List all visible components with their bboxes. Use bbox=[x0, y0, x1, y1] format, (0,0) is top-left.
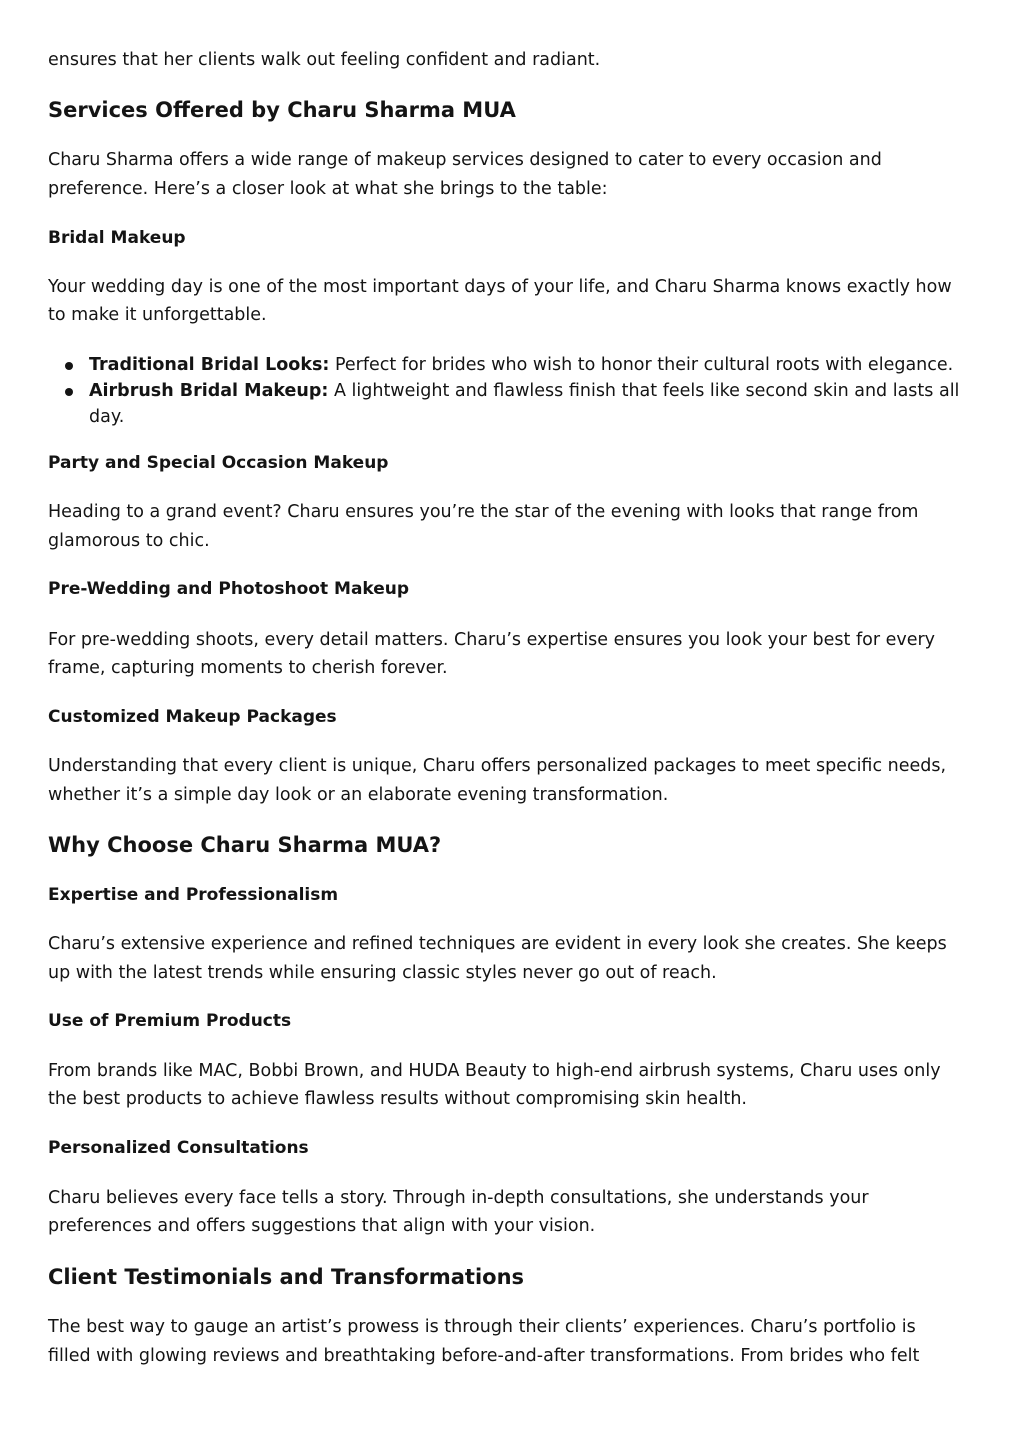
bullet-label: Traditional Bridal Looks: bbox=[89, 355, 330, 375]
bullet-text-continued: day. bbox=[89, 407, 125, 427]
party-text-line-1: Heading to a grand event? Charu ensures you’re the star of the evening with looks that range from bbox=[48, 502, 919, 522]
bullet-text: A lightweight and flawless finish that feels like second skin and lasts all bbox=[333, 381, 960, 401]
party-text-line-2: glamorous to chic. bbox=[48, 531, 210, 551]
consultations-text-line-1: Charu believes every face tells a story. Through in-depth consultations, she understands your bbox=[48, 1188, 869, 1208]
testimonials-heading: Client Testimonials and Transformations bbox=[48, 1265, 525, 1289]
packages-text-line-2: whether it’s a simple day look or an elaborate evening transformation. bbox=[48, 785, 669, 805]
bullet-dot-icon bbox=[65, 362, 73, 370]
services-intro-line-2: preference. Here’s a closer look at what she brings to the table: bbox=[48, 179, 608, 199]
prewedding-text-line-1: For pre-wedding shoots, every detail matters. Charu’s expertise ensures you look your best for every bbox=[48, 630, 936, 650]
intro-tail-text: ensures that her clients walk out feeling confident and radiant. bbox=[48, 50, 601, 70]
services-intro-line-1: Charu Sharma offers a wide range of makeup services designed to cater to every occasion and bbox=[48, 150, 882, 170]
prewedding-text-line-2: frame, capturing moments to cherish forever. bbox=[48, 658, 448, 678]
why-heading: Why Choose Charu Sharma MUA? bbox=[48, 833, 442, 857]
bullet-airbrush-bridal-continued bbox=[48, 404, 124, 430]
party-heading: Party and Special Occasion Makeup bbox=[48, 453, 389, 473]
bridal-text-line-2: to make it unforgettable. bbox=[48, 305, 267, 325]
consultations-text-line-2: preferences and offers suggestions that align with your vision. bbox=[48, 1216, 596, 1236]
testimonials-text-line-2: filled with glowing reviews and breathtaking before-and-after transformations. From brides who felt bbox=[48, 1346, 920, 1366]
prewedding-heading: Pre-Wedding and Photoshoot Makeup bbox=[48, 579, 410, 599]
packages-text-line-1: Understanding that every client is unique, Charu offers personalized packages to meet specific needs, bbox=[48, 756, 947, 776]
packages-heading: Customized Makeup Packages bbox=[48, 707, 337, 727]
expertise-text-line-2: up with the latest trends while ensuring classic styles never go out of reach. bbox=[48, 963, 717, 983]
bridal-heading: Bridal Makeup bbox=[48, 228, 186, 248]
bullet-airbrush-bridal bbox=[48, 378, 959, 404]
bullet-dot-icon bbox=[65, 388, 73, 396]
expertise-text-line-1: Charu’s extensive experience and refined techniques are evident in every look she creates. She keeps bbox=[48, 934, 947, 954]
products-text-line-1: From brands like MAC, Bobbi Brown, and HUDA Beauty to high-end airbrush systems, Charu uses only bbox=[48, 1061, 941, 1081]
bridal-text-line-1: Your wedding day is one of the most important days of your life, and Charu Sharma knows exactly how bbox=[48, 277, 952, 297]
testimonials-text-line-1: The best way to gauge an artist’s prowess is through their clients’ experiences. Charu’s portfolio is bbox=[48, 1317, 916, 1337]
expertise-heading: Expertise and Professionalism bbox=[48, 885, 339, 905]
products-heading: Use of Premium Products bbox=[48, 1011, 292, 1031]
bullet-traditional-bridal bbox=[48, 352, 953, 378]
products-text-line-2: the best products to achieve flawless results without compromising skin health. bbox=[48, 1089, 747, 1109]
bullet-text: Perfect for brides who wish to honor their cultural roots with elegance. bbox=[334, 355, 954, 375]
services-heading: Services Offered by Charu Sharma MUA bbox=[48, 98, 516, 122]
consultations-heading: Personalized Consultations bbox=[48, 1138, 309, 1158]
bullet-label: Airbrush Bridal Makeup: bbox=[89, 381, 329, 401]
